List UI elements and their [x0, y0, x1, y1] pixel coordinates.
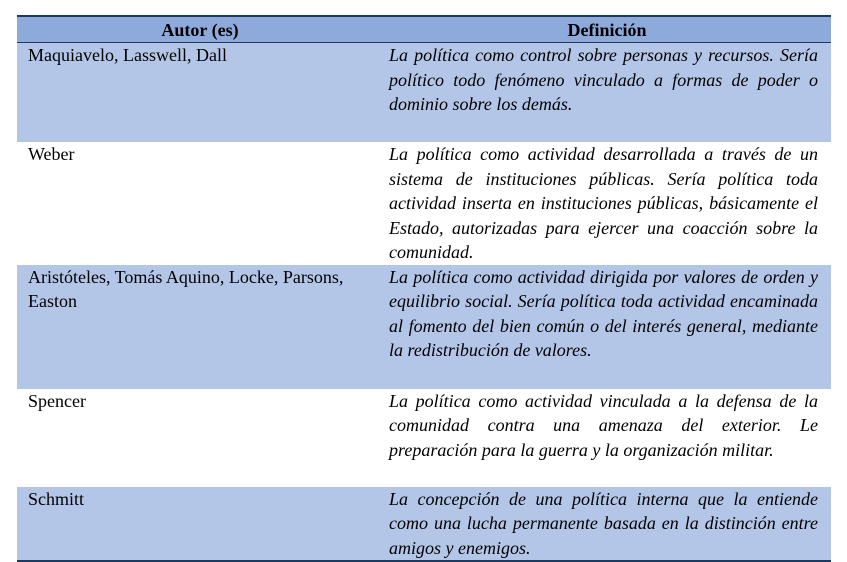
header-row	[17, 17, 831, 43]
cell-autor: Aristóteles, Tomás Aquino, Locke, Parsons, Easton	[17, 265, 383, 389]
cell-autor: Spencer	[17, 389, 383, 487]
table-row	[17, 142, 831, 265]
cell-autor: Schmitt	[17, 487, 383, 561]
table-row	[17, 487, 831, 561]
header-definicion: Definición	[383, 17, 831, 43]
table-row	[17, 43, 831, 143]
table-row	[17, 389, 831, 487]
table-header	[17, 17, 831, 43]
definitions-table-container	[17, 15, 831, 562]
definitions-table	[17, 17, 831, 560]
cell-definicion: La política como control sobre personas y recursos. Sería político todo fenómeno vinculado a formas de poder o dominio sobre los demás.	[383, 43, 831, 143]
cell-autor: Maquiavelo, Lasswell, Dall	[17, 43, 383, 143]
cell-autor: Weber	[17, 142, 383, 265]
table-body	[17, 43, 831, 561]
cell-definicion: La política como actividad desarrollada a través de un sistema de instituciones públicas. Sería política toda actividad inserta en instituciones públicas, básicamente el Estado, autorizadas para ejercer una coacción sobre la comunidad.	[383, 142, 831, 265]
table-row	[17, 265, 831, 389]
cell-definicion: La política como actividad vinculada a la defensa de la comunidad contra una amenaza del exterior. Le preparación para la guerra y la organización militar.	[383, 389, 831, 487]
cell-definicion: La concepción de una política interna que la entiende como una lucha permanente basada en la distinción entre amigos y enemigos.	[383, 487, 831, 561]
header-autor: Autor (es)	[17, 17, 383, 43]
cell-definicion: La política como actividad dirigida por valores de orden y equilibrio social. Sería política toda actividad encaminada al fomento del bien común o del interés general, mediante la redistribución de valores.	[383, 265, 831, 389]
